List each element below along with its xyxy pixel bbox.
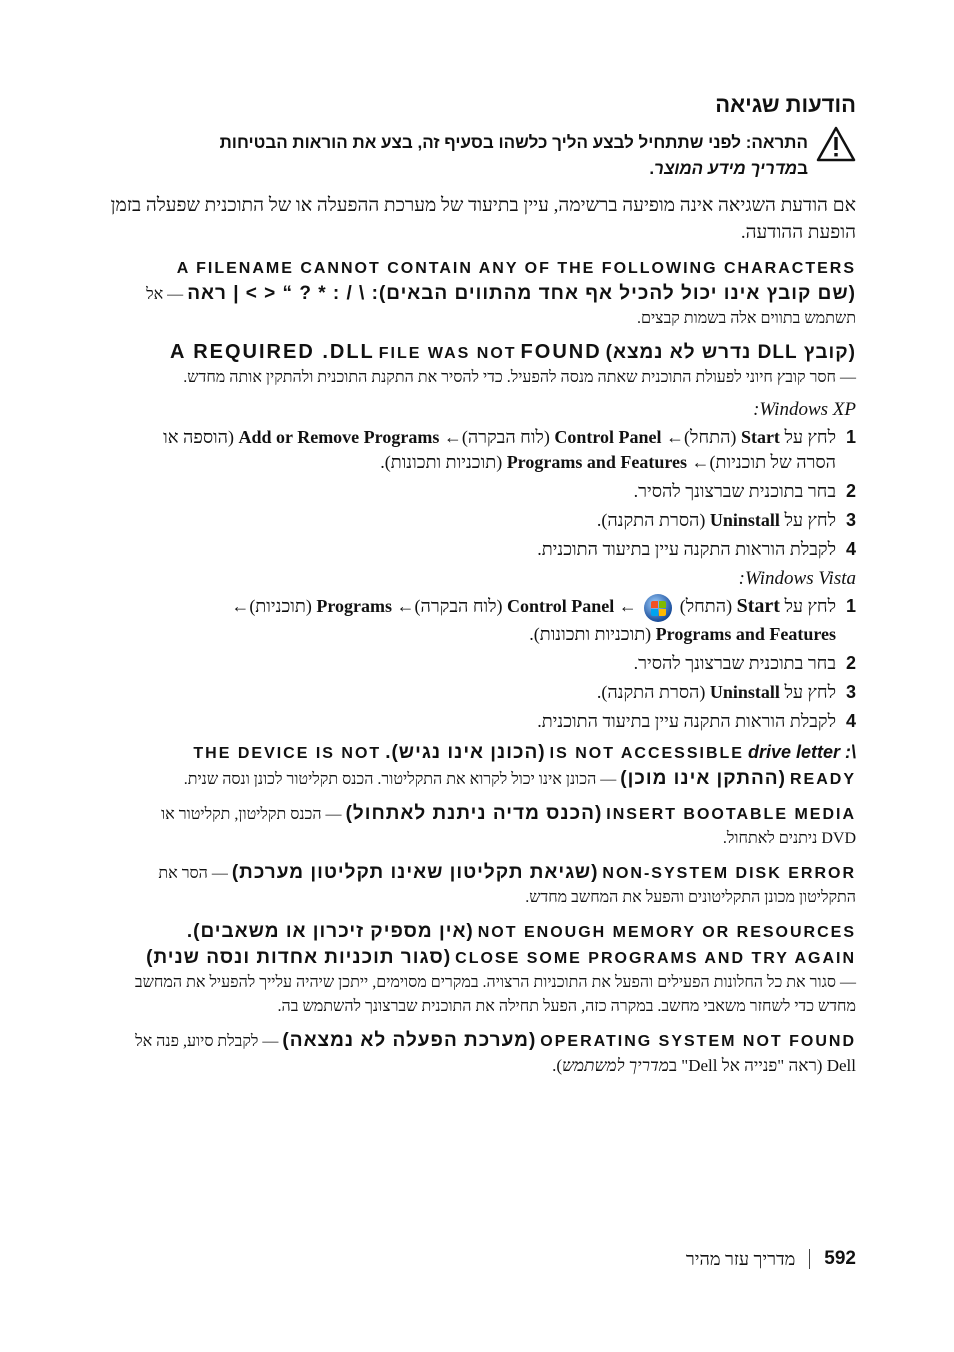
error-nonsystem-hebrew: (שגיאת תקליטון שאינו תקליטון מערכת) [231,862,599,883]
user-guide-title: מדריך למשתמש [562,1056,669,1075]
error-dll-english-b: FILE WAS NOT [378,345,517,362]
error-dll-hebrew: (קובץ DLL נדרש לא נמצא) [605,342,856,363]
page-title: הודעות שגיאה [715,92,856,117]
footer-title: מדריך עזר מהיר [685,1248,796,1269]
error-memory-desc: — סגור את כל החלונות הפעילים והפעל את התוכניות הרצויה. במקרים מסוימים, ייתכן שיהיה עלייך להפעיל את המחשב מחדש כדי לשחזר משאבי מחשב. במקרה כזה, הפעל תחילה את התוכנית שברצונך להשתמש בה. [134,974,856,1015]
error-filename [98,256,856,331]
warning-prefix: ב [797,159,808,178]
error-nonsystem-english: NON-SYSTEM DISK ERROR [602,865,856,882]
xp-step-4 [98,537,856,562]
step-number: 1 [845,596,856,616]
error-os-hebrew: (מערכת הפעלה לא נמצאה) [282,1030,537,1051]
error-device-english-a: THE DEVICE IS NOT [193,745,382,762]
uninstall-label: Uninstall [709,510,780,530]
step-number: 2 [845,481,856,501]
warning-notice [98,130,856,182]
error-memory-hebrew-2: (סגור תוכניות אחדות ונסה שנית) [146,947,452,968]
error-filename-english: A FILENAME CANNOT CONTAIN ANY OF THE FOLLOWING CHARACTERS [176,260,856,277]
windows-xp-steps [98,425,856,562]
error-bootable-desc-2: DVD ניתנים לאתחול. [722,830,856,847]
arrow-icon: ← [666,427,685,447]
error-bootable [98,801,856,851]
arrow-icon: ← [443,427,462,447]
step-text: לחץ על [784,427,836,447]
error-nonsystem [98,860,856,910]
error-memory-hebrew: (אין מספיק זיכרון או משאבים). [186,921,474,942]
start-menu-label: Start [736,595,780,618]
step-text: לקבלת הוראות התקנה עיין בתיעוד התוכנית. [537,539,836,559]
intro-paragraph: אם הודעת השגיאה אינה מופיעה ברשימה, עיין בתיעוד של מערכת ההפעלה או של התוכנית שפעלה בזמן הופעת ההודעה. [110,195,856,243]
programs-features-hebrew: (תוכניות ותכונות). [380,452,503,472]
windows-vista-steps [98,594,856,734]
programs-features-label: Programs and Features [506,452,688,472]
windows-xp-label: Windows XP: [753,399,856,420]
page-footer [686,1248,856,1270]
error-bootable-desc: — הכנס תקליטון, תקליטור או [161,806,342,823]
programs-label: Programs [316,596,392,617]
start-menu-hebrew: (התחל) [679,596,733,617]
arrow-icon: ← [618,596,637,617]
programs-features-label: Programs and Features [655,624,836,644]
step-text: הסרה של תוכניות) [709,452,836,472]
step-number: 2 [845,653,856,673]
control-panel-hebrew: (לוח הבקרה) [414,596,503,617]
uninstall-hebrew: (הסרת התקנה). [596,510,706,530]
error-dll [98,340,856,390]
error-os [98,1028,856,1078]
error-memory [98,919,856,1019]
drive-letter: drive letter :\ [747,742,856,762]
step-number: 1 [845,427,856,447]
vista-step-3 [98,680,856,705]
error-device-english-b: IS NOT ACCESSIBLE [549,745,744,762]
start-menu-label: Start [740,427,780,447]
step-text: בחר בתוכנית שברצונך להסיר. [633,653,836,673]
error-memory-english-2: CLOSE SOME PROGRAMS AND TRY AGAIN [455,950,856,967]
error-os-desc-3: ). [552,1056,563,1075]
warning-label: התראה: [745,133,808,152]
arrow-icon: ← [691,452,710,472]
error-os-english: OPERATING SYSTEM NOT FOUND [540,1033,856,1050]
error-nonsystem-desc: — הסר את [158,865,228,882]
footer-divider [809,1249,810,1269]
vista-step-1 [98,594,856,647]
step-number: 4 [845,539,856,559]
error-filename-hebrew: (שם קובץ אינו יכול להכיל אף אחד מהתווים הבאים): \ / : * ? “ < > | ראה [187,283,856,304]
warning-end: . [649,159,655,178]
uninstall-hebrew: (הסרת התקנה). [596,682,706,702]
warning-text [220,130,808,182]
control-panel-hebrew: (לוח הבקרה) [461,427,550,447]
page-number: 592 [824,1248,856,1269]
error-memory-english: NOT ENOUGH MEMORY OR RESOURCES [477,924,856,941]
xp-step-3 [98,508,856,533]
error-os-desc-2: Dell (ראה "פנייה אל Dell" ב [668,1056,856,1075]
windows-vista-label: Windows Vista: [738,568,856,589]
vista-step-2 [98,651,856,676]
error-filename-desc: תשתמש בתווים אלה בשמות קבצים. [637,310,856,327]
vista-step-4 [98,709,856,734]
product-guide-title: מדריך מידע המוצר [654,159,798,178]
arrow-icon: ← [231,596,250,617]
page-content [98,92,856,1087]
step-number: 4 [845,711,856,731]
warning-triangle-icon [816,126,856,162]
programs-hebrew: (תוכניות) [249,596,312,617]
error-dll-english-a: A REQUIRED .DLL [169,341,375,363]
windows-start-logo-icon [644,594,672,622]
add-remove-programs-hebrew: (הוספה או [163,427,235,447]
error-device-hebrew-2: (ההתקן אינו מוכן) [620,768,786,789]
step-number: 3 [845,510,856,530]
xp-step-1 [98,425,856,475]
error-device-hebrew: (הכונן אינו נגיש). [385,742,546,763]
step-text: לחץ על [784,596,836,617]
step-text: לחץ על [784,510,836,530]
arrow-icon: ← [396,596,415,617]
control-panel-label: Control Panel [554,427,662,447]
error-device-english-c: READY [789,771,856,788]
step-text: בחר בתוכנית שברצונך להסיר. [633,481,836,501]
error-filename-rest: — אל [146,286,184,303]
error-nonsystem-desc-2: התקליטון מכונן התקליטונים והפעל את המחשב מחדש. [525,889,856,906]
start-menu-hebrew: (התחל) [684,427,737,447]
step-text: לחץ על [784,682,836,702]
error-bootable-hebrew: (הכנס מדיה ניתנת לאתחול) [345,803,603,824]
add-remove-programs-label: Add or Remove Programs [238,427,440,447]
step-text: לקבלת הוראות התקנה עיין בתיעוד התוכנית. [537,711,836,731]
error-os-desc: — לקבלת סיוע, פנה אל [135,1033,279,1050]
programs-features-hebrew: (תוכניות ותכונות). [529,624,652,644]
xp-step-2 [98,479,856,504]
uninstall-label: Uninstall [709,682,780,702]
error-bootable-english: INSERT BOOTABLE MEDIA [606,806,856,823]
error-dll-english-c: FOUND [520,341,602,363]
control-panel-label: Control Panel [507,596,615,617]
step-number: 3 [845,682,856,702]
error-device-desc: — הכונן אינו יכול לקרוא את התקליטור. הכנס תקליטור לכונן ונסה שנית. [183,771,617,788]
warning-body: לפני שתתחיל לבצע הליך כלשהו בסעיף זה, בצע את הוראות הבטיחות [219,133,742,152]
error-device [98,740,856,792]
error-dll-desc: — חסר קובץ חיוני לפעולת התוכנית שאתה מנסה להפעיל. כדי להסיר את התקנת התוכנית ולהתקין אותה מחדש. [183,369,856,386]
